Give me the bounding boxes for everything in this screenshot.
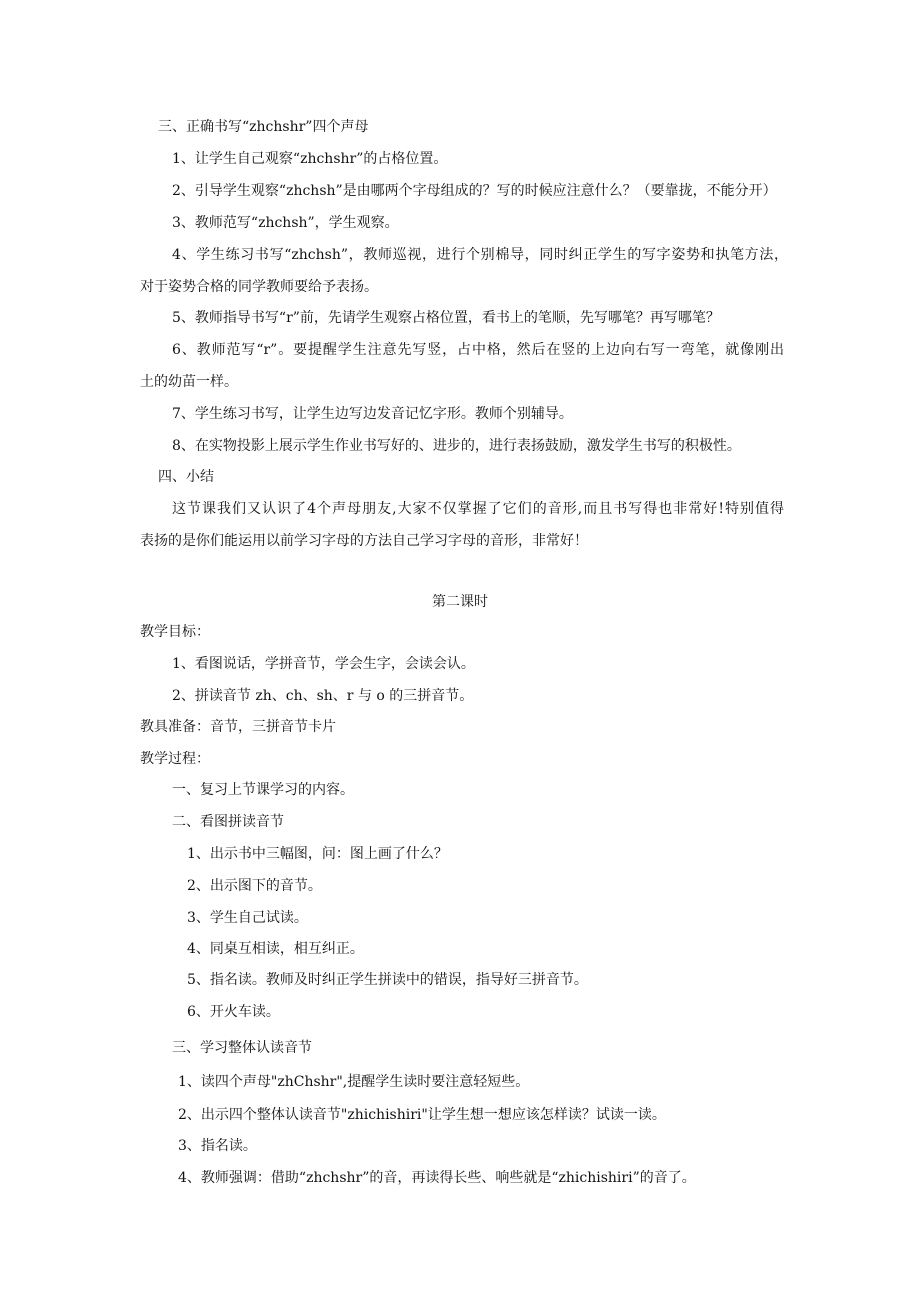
list-item: 2、引导学生观察“zhchsh”是由哪两个字母组成的？写的时候应注意什么？（要靠拢，不能分开） <box>172 183 777 199</box>
list-item-continuation: 对于姿势合格的同学教师要给予表扬。 <box>140 279 378 295</box>
sub-step: 2、出示图下的音节。 <box>187 878 322 894</box>
section-heading-3: 三、正确书写“zhchshr”四个声母 <box>158 119 369 135</box>
goals-label: 教学目标： <box>140 624 210 640</box>
list-item-continuation: 土的幼苗一样。 <box>140 374 238 390</box>
sub-step: 1、出示书中三幅图，问：图上画了什么？ <box>187 846 448 862</box>
process-step: 二、看图拼读音节 <box>172 814 284 830</box>
goal-item: 2、拼读音节 zh、ch、sh、r 与 o 的三拼音节。 <box>172 688 474 704</box>
list-item: 1、让学生自己观察“zhchshr”的占格位置。 <box>172 151 448 167</box>
sub-step: 2、出示四个整体认读音节"zhichishiri"让学生想一想应该怎样读？试读一读。 <box>178 1107 666 1123</box>
sub-step: 3、指名读。 <box>178 1138 257 1154</box>
sub-step: 5、指名读。教师及时纠正学生拼读中的错误，指导好三拼音节。 <box>187 972 588 988</box>
summary-paragraph: 这节课我们又认识了4个声母朋友,大家不仅掌握了它们的音形,而且书写得也非常好!特别值得 <box>172 501 784 517</box>
list-item: 6、教师范写“r”。要提醒学生注意先写竖，占中格，然后在竖的上边向右写一弯笔，就像刚出 <box>172 342 784 358</box>
lesson-title: 第二课时 <box>432 594 488 610</box>
sub-step: 4、同桌互相读，相互纠正。 <box>187 941 364 957</box>
list-item: 7、学生练习书写，让学生边写边发音记忆字形。教师个别辅导。 <box>172 406 573 422</box>
sub-step: 6、开火车读。 <box>187 1004 280 1020</box>
list-item: 8、在实物投影上展示学生作业书写好的、进步的，进行表扬鼓励，激发学生书写的积极性。 <box>172 438 741 454</box>
process-label: 教学过程： <box>140 751 210 767</box>
section-heading-4: 四、小结 <box>158 469 214 485</box>
process-step: 三、学习整体认读音节 <box>172 1040 312 1056</box>
sub-step: 4、教师强调：借助“zhchshr”的音，再读得长些、响些就是“zhichishiri”的音了。 <box>178 1170 696 1186</box>
goal-item: 1、看图说话，学拼音节，学会生字，会读会认。 <box>172 656 475 672</box>
summary-paragraph-continuation: 表扬的是你们能运用以前学习字母的方法自己学习字母的音形，非常好！ <box>140 533 588 549</box>
list-item: 5、教师指导书写“r”前，先请学生观察占格位置，看书上的笔顺，先写哪笔？再写哪笔？ <box>172 310 720 326</box>
sub-step: 1、读四个声母"zhChshr",提醒学生读时要注意轻短些。 <box>178 1074 530 1090</box>
list-item: 4、学生练习书写“zhchsh”，教师巡视，进行个别棉导，同时纠正学生的写字姿势和执笔方法， <box>172 247 788 263</box>
sub-step: 3、学生自己试读。 <box>187 910 308 926</box>
list-item: 3、教师范写“zhchsh”，学生观察。 <box>172 215 399 231</box>
process-step: 一、复习上节课学习的内容。 <box>172 782 354 798</box>
tools-line: 教具准备：音节，三拼音节卡片 <box>140 719 336 735</box>
